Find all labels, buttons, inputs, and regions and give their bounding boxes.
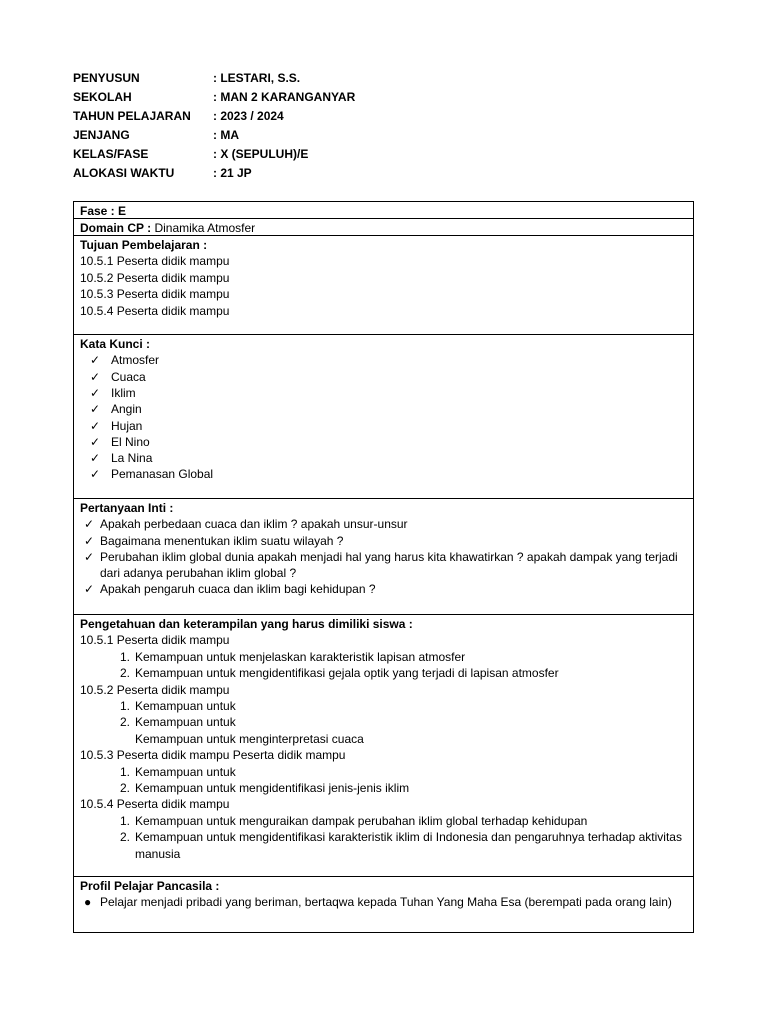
- profil-section: [74, 877, 693, 932]
- tujuan-section: [74, 236, 693, 335]
- document-header: [73, 69, 355, 183]
- check-icon: ✓: [84, 533, 95, 548]
- skill-item: [80, 829, 687, 862]
- domain-section: [74, 219, 693, 236]
- keyword-text: El Nino: [111, 434, 150, 449]
- header-label: PENYUSUN: [73, 71, 140, 85]
- domain-label: Domain CP :: [80, 221, 152, 235]
- keyword-item: [80, 385, 687, 401]
- item-number: 1.: [120, 764, 131, 779]
- item-number: 2.: [120, 781, 131, 796]
- keyword-text: Hujan: [111, 418, 143, 433]
- item-number: 2.: [120, 830, 131, 845]
- header-value: : 2023 / 2024: [213, 109, 284, 123]
- header-row: [73, 107, 355, 126]
- keyword-item: [80, 401, 687, 417]
- item-text: Kemampuan untuk mengidentifikasi karakteristik iklim di Indonesia dan pengaruhnya terhadap aktivitas manusia: [135, 830, 682, 861]
- header-row: [73, 126, 355, 145]
- pertanyaan-section: [74, 499, 693, 615]
- kata-kunci-title: Kata Kunci :: [80, 337, 151, 351]
- item-text: Kemampuan untuk menguraikan dampak perubahan iklim global terhadap kehidupan: [135, 813, 588, 828]
- tujuan-title: Tujuan Pembelajaran :: [80, 238, 208, 252]
- header-row: [73, 145, 355, 164]
- header-value: : MA: [213, 128, 239, 142]
- keyword-item: [80, 369, 687, 385]
- profil-text: Pelajar menjadi pribadi yang beriman, bertaqwa kepada Tuhan Yang Maha Esa (berempati pada orang lain): [100, 895, 672, 910]
- keyword-item: [80, 450, 687, 466]
- keyword-text: Pemanasan Global: [111, 467, 214, 482]
- skill-extra: Kemampuan untuk menginterpretasi cuaca: [135, 731, 364, 746]
- keyword-text: Angin: [111, 402, 142, 417]
- header-row: [73, 164, 355, 183]
- question-item: [80, 581, 687, 597]
- group-head: 10.5.2 Peserta didik mampu: [80, 682, 230, 697]
- pengetahuan-title: Pengetahuan dan keterampilan yang harus dimiliki siswa :: [80, 617, 413, 631]
- kata-kunci-section: [74, 335, 693, 499]
- keyword-text: Iklim: [111, 386, 136, 400]
- group-head: 10.5.3 Peserta didik mampu Peserta didik mampu: [80, 748, 346, 763]
- bullet-icon: ●: [84, 895, 92, 910]
- tujuan-item: 10.5.2 Peserta didik mampu: [80, 270, 230, 285]
- header-value: : 21 JP: [213, 166, 252, 180]
- question-text: Perubahan iklim global dunia apakah menjadi hal yang harus kita khawatirkan ? apakah dampak yang terjadi dari adanya perubahan iklim global ?: [100, 549, 678, 581]
- skill-item: [80, 714, 687, 730]
- domain-value: Dinamika Atmosfer: [154, 221, 256, 235]
- tujuan-item: 10.5.3 Peserta didik mampu: [80, 287, 230, 302]
- item-text: Kemampuan untuk: [135, 764, 236, 779]
- check-icon: ✓: [84, 517, 95, 532]
- keyword-text: La Nina: [111, 451, 153, 466]
- header-value: : MAN 2 KARANGANYAR: [213, 90, 356, 104]
- header-value: : X (SEPULUH)/E: [213, 147, 309, 161]
- keyword-item: [80, 434, 687, 450]
- check-icon: ✓: [90, 418, 101, 433]
- check-icon: ✓: [90, 369, 101, 384]
- skill-item: [80, 764, 687, 780]
- question-item: [80, 549, 687, 581]
- learning-table: [73, 201, 694, 933]
- question-text: Bagaimana menentukan iklim suatu wilayah ?: [100, 533, 344, 548]
- item-number: 1.: [120, 813, 131, 828]
- header-label: TAHUN PELAJARAN: [73, 109, 191, 123]
- question-text: Apakah pengaruh cuaca dan iklim bagi kehidupan ?: [100, 582, 376, 597]
- keyword-item: [80, 418, 687, 434]
- check-icon: ✓: [90, 451, 101, 466]
- header-label: SEKOLAH: [73, 90, 132, 104]
- profil-title: Profil Pelajar Pancasila :: [80, 879, 220, 893]
- check-icon: ✓: [90, 386, 101, 400]
- header-row: [73, 88, 355, 107]
- fase-section: [74, 202, 693, 219]
- fase-label: Fase : E: [80, 204, 127, 218]
- group-head: 10.5.4 Peserta didik mampu: [80, 797, 230, 812]
- header-label: KELAS/FASE: [73, 147, 149, 161]
- pengetahuan-section: [74, 615, 693, 877]
- item-number: 2.: [120, 666, 131, 681]
- item-text: Kemampuan untuk: [135, 715, 236, 730]
- tujuan-item: 10.5.4 Peserta didik mampu: [80, 303, 230, 318]
- item-number: 2.: [120, 715, 131, 730]
- question-text: Apakah perbedaan cuaca dan iklim ? apakah unsur-unsur: [100, 517, 408, 532]
- keyword-item: [80, 352, 687, 368]
- header-label: JENJANG: [73, 128, 130, 142]
- profil-item: [80, 894, 687, 910]
- keyword-text: Cuaca: [111, 369, 146, 384]
- item-text: Kemampuan untuk mengidentifikasi gejala optik yang terjadi di lapisan atmosfer: [135, 666, 559, 681]
- item-text: Kemampuan untuk mengidentifikasi jenis-jenis iklim: [135, 781, 410, 796]
- question-item: [80, 533, 687, 549]
- skill-item: [80, 780, 687, 796]
- keyword-text: Atmosfer: [111, 353, 160, 368]
- group-head: 10.5.1 Peserta didik mampu: [80, 633, 230, 648]
- skill-item: [80, 665, 687, 681]
- check-icon: ✓: [90, 402, 101, 417]
- check-icon: ✓: [90, 434, 101, 449]
- item-text: Kemampuan untuk menjelaskan karakteristik lapisan atmosfer: [135, 649, 466, 664]
- skill-item: [80, 649, 687, 665]
- skill-item: [80, 813, 687, 829]
- check-icon: ✓: [90, 467, 101, 482]
- question-item: [80, 516, 687, 532]
- header-value: : LESTARI, S.S.: [213, 71, 301, 85]
- item-number: 1.: [120, 699, 131, 714]
- skill-item: [80, 698, 687, 714]
- header-row: [73, 69, 355, 88]
- tujuan-item: 10.5.1 Peserta didik mampu: [80, 254, 230, 269]
- header-label: ALOKASI WAKTU: [73, 166, 175, 180]
- pertanyaan-title: Pertanyaan Inti :: [80, 501, 174, 515]
- item-text: Kemampuan untuk: [135, 699, 236, 714]
- check-icon: ✓: [90, 353, 101, 368]
- check-icon: ✓: [84, 549, 95, 564]
- keyword-item: [80, 466, 687, 482]
- item-number: 1.: [120, 649, 131, 664]
- check-icon: ✓: [84, 582, 95, 597]
